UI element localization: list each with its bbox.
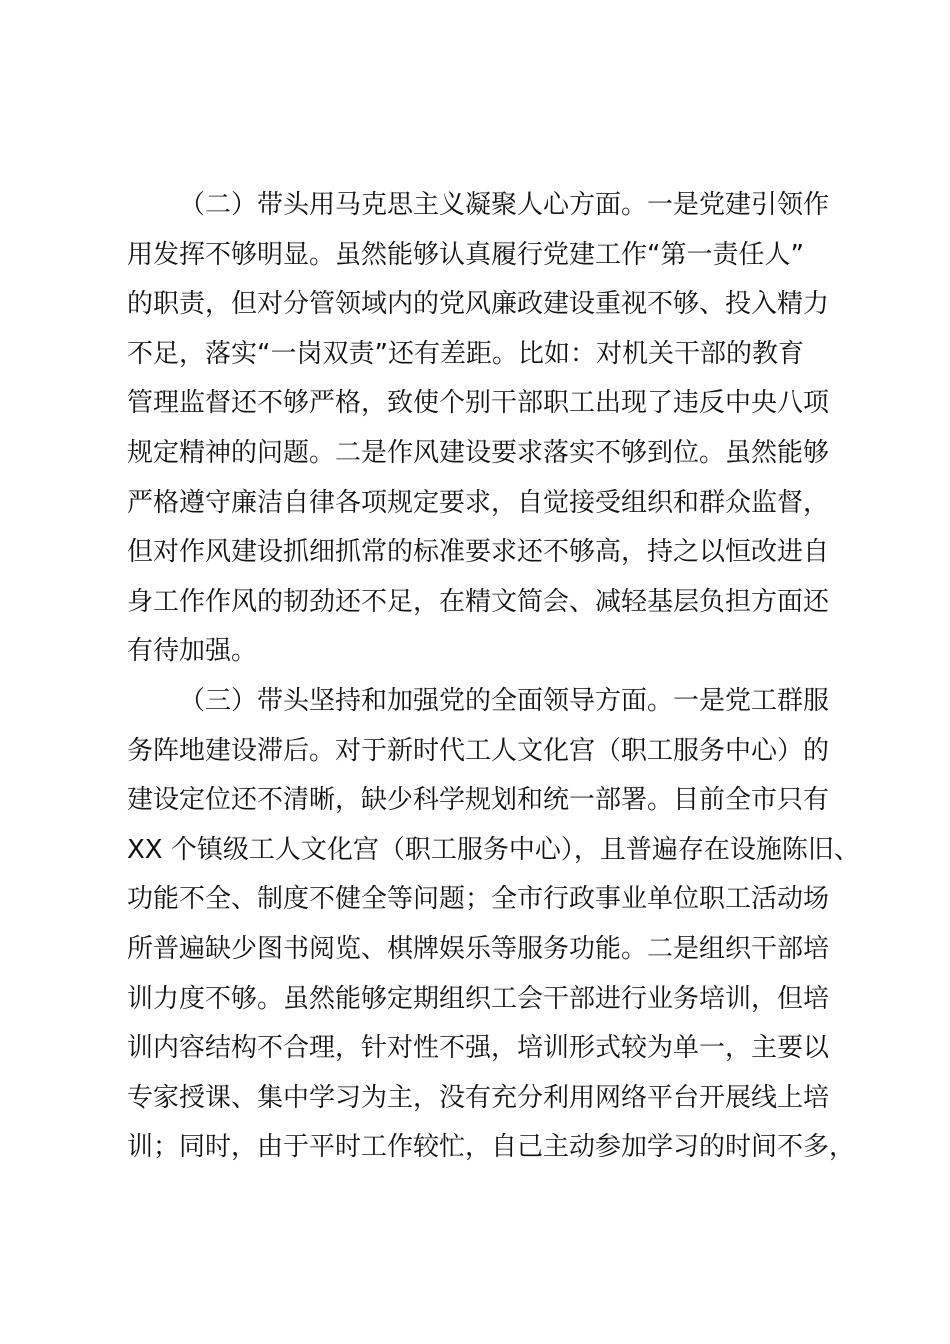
- text-line: 专家授课、集中学习为主，没有充分利用网络平台开展线上培: [127, 1082, 830, 1113]
- text-line: 管理监督还不够严格，致使个别干部职工出现了违反中央八项: [127, 388, 830, 419]
- text-line: （二）带头用马克思主义凝聚人心方面。一是党建引领作: [179, 190, 830, 220]
- text-line: 训内容结构不合理，针对性不强，培训形式较为单一，主要以: [127, 1033, 830, 1064]
- paragraph-2: [127, 181, 837, 677]
- text-line: （三）带头坚持和加强党的全面领导方面。一是党工群服: [179, 685, 830, 716]
- text-line: 务阵地建设滞后。对于新时代工人文化宫（职工服务中心）的: [127, 735, 830, 766]
- text-line: 身工作作风的韧劲还不足，在精文简会、减轻基层负担方面还: [127, 586, 830, 617]
- text-line: 不足，落实“一岗双责”还有差距。比如：对机关干部的教育: [127, 338, 804, 369]
- document-body: [127, 181, 860, 1173]
- text-line: 有待加强。: [127, 636, 258, 667]
- text-line: 但对作风建设抓细抓常的标准要求还不够高，持之以恒改进自: [127, 537, 830, 568]
- text-line: 规定精神的问题。二是作风建设要求落实不够到位。虽然能够: [127, 437, 830, 468]
- text-line: 训力度不够。虽然能够定期组织工会干部进行业务培训，但培: [127, 983, 830, 1014]
- text-line: 严格遵守廉洁自律各项规定要求，自觉接受组织和群众监督，: [127, 487, 830, 518]
- text-line: 用发挥不够明显。虽然能够认真履行党建工作“第一责任人”: [127, 239, 804, 270]
- text-line: 建设定位还不清晰，缺少科学规划和统一部署。目前全市只有: [127, 785, 830, 816]
- text-line: 的职责，但对分管领域内的党风廉政建设重视不够、投入精力: [127, 289, 830, 320]
- text-line: 所普遍缺少图书阅览、棋牌娱乐等服务功能。二是组织干部培: [127, 933, 830, 964]
- text-line: 功能不全、制度不健全等问题；全市行政事业单位职工活动场: [127, 884, 830, 915]
- paragraph-3: [127, 677, 860, 1173]
- text-line: XX 个镇级工人文化宫（职工服务中心），且普遍存在设施陈旧、: [127, 834, 860, 865]
- text-line: 训；同时，由于平时工作较忙，自己主动参加学习的时间不多，: [127, 1132, 856, 1163]
